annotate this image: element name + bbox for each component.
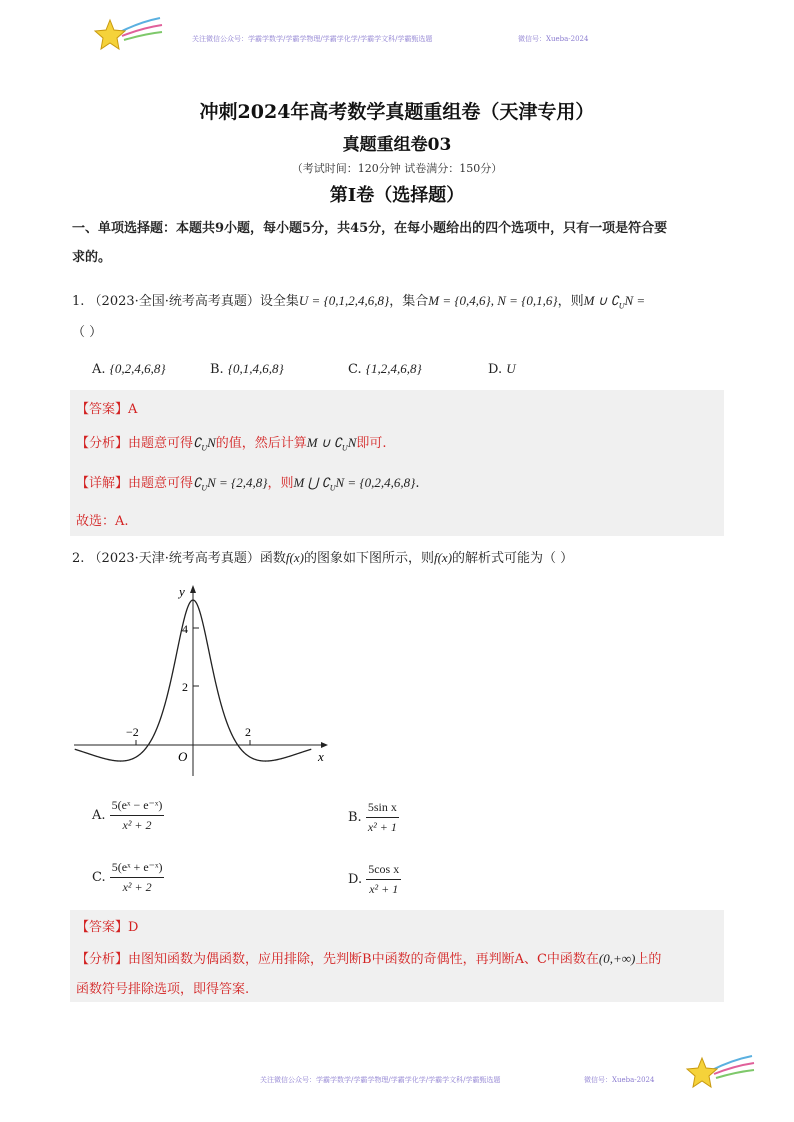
y-tick-label-2: 2 — [182, 680, 188, 694]
q1-answer-box — [70, 390, 724, 536]
q1-number: 1. — [72, 294, 85, 309]
q2-analysis-line1 — [76, 948, 661, 967]
q2-analysis-line2: 函数符号排除选项，即得答案. — [76, 982, 250, 997]
q2-option-d-fraction — [366, 862, 401, 897]
q1-detail-expr2: M ⋃ ∁ — [293, 475, 330, 490]
q1-stem-c: ，则 — [557, 294, 584, 309]
q2-option-b[interactable] — [348, 800, 399, 835]
instructions — [72, 214, 732, 272]
q2-option-a-num: 5(eˣ − e⁻ˣ) — [110, 798, 165, 816]
q2-option-c[interactable] — [92, 860, 164, 895]
q2-stem-b: 的图象如下图所示，则 — [303, 551, 434, 566]
q1-option-a-label: A. — [92, 362, 106, 377]
q2-option-c-num: 5(eˣ + e⁻ˣ) — [110, 860, 165, 878]
q2-option-c-den: x² + 2 — [122, 880, 152, 894]
x-tick-label-2: 2 — [245, 725, 251, 739]
q2-stem-a: 函数 — [259, 551, 286, 566]
x-axis — [74, 742, 328, 748]
origin-label: O — [178, 749, 188, 764]
q2-option-b-num: 5sin x — [366, 800, 399, 818]
q2-option-b-den: x² + 1 — [367, 820, 397, 834]
q1-option-c[interactable] — [348, 361, 422, 377]
q2-option-a-label: A. — [92, 808, 106, 823]
q1-analysis-tag: 【分析】 — [76, 436, 129, 451]
q2-source: （2023·天津·统考高考真题） — [88, 551, 260, 566]
q2-fx: f(x) — [285, 550, 304, 565]
q2-option-d[interactable] — [348, 862, 401, 897]
q1-detail-val: N = {2,4,8} — [207, 475, 268, 490]
y-axis — [190, 585, 196, 776]
q2-answer-box — [70, 910, 724, 1002]
q2-option-a-fraction — [110, 798, 165, 833]
q1-option-d-value: U — [506, 361, 516, 376]
q2-answer-tag: 【答案】 — [76, 920, 129, 935]
x-tick-label-neg2: −2 — [126, 725, 139, 739]
q1-answer-value: A — [128, 402, 138, 417]
q1-analysis-b: 的值，然后计算 — [215, 436, 307, 451]
q1-detail-val2: N = {0,2,4,6,8} — [335, 475, 416, 490]
q2-option-a-den: x² + 2 — [122, 818, 152, 832]
q1-analysis — [76, 432, 387, 453]
q1-analysis-n2: N — [347, 435, 357, 450]
q2-analysis-end: 上的 — [635, 952, 662, 967]
q1-analysis-expr2: M ∪ ∁ — [306, 435, 342, 450]
q1-detail-b: ，则 — [267, 476, 294, 491]
q1-detail-sub: U — [201, 483, 208, 493]
q1-option-d-label: D. — [488, 362, 503, 377]
function-graph — [72, 580, 336, 780]
x-axis-label: x — [318, 749, 324, 764]
q2-analysis-interval: (0,+∞) — [598, 951, 636, 966]
q2-answer — [76, 916, 138, 935]
q1-detail — [76, 472, 419, 493]
q1-set-u: U = {0,1,2,4,6,8} — [298, 293, 390, 308]
q1-expr-tail: N = — [624, 293, 646, 308]
q2-option-d-label: D. — [348, 872, 363, 887]
header-wechat: 微信号：Xueba-2024 — [518, 35, 589, 43]
q2-number: 2. — [72, 551, 85, 566]
q1-analysis-c: 即可. — [356, 436, 387, 451]
q2-option-c-fraction — [110, 860, 165, 895]
q1-answer-tag: 【答案】 — [76, 402, 129, 417]
q1-option-c-value: {1,2,4,6,8} — [365, 361, 422, 376]
q1-option-b-value: {0,1,4,6,8} — [227, 361, 284, 376]
q2-option-b-label: B. — [348, 810, 362, 825]
q1-option-a-value: {0,2,4,6,8} — [109, 361, 166, 376]
q1-detail-sub2: U — [329, 483, 336, 493]
q2-fx2: f(x) — [433, 550, 453, 565]
y-tick-label-4: 4 — [182, 622, 188, 636]
q2-stem-c: 的解析式可能为（ ） — [452, 551, 574, 566]
q1-detail-expr: ∁ — [193, 475, 202, 490]
q1-paren: （ ） — [72, 325, 103, 340]
section-title: 第I卷（选择题） — [329, 185, 465, 206]
q1-analysis-sub2: U — [341, 443, 348, 453]
q2-option-d-den: x² + 1 — [369, 882, 399, 896]
q2-option-b-fraction — [366, 800, 399, 835]
q1-stem-a: 设全集 — [259, 294, 299, 309]
q1-analysis-sub: U — [201, 443, 208, 453]
q1-detail-end: . — [415, 476, 420, 491]
q1-analysis-a: 由题意可得 — [128, 436, 194, 451]
q1-analysis-expr: ∁ — [193, 435, 202, 450]
sub-title: 真题重组卷03 — [342, 135, 452, 155]
q2-analysis-tag: 【分析】 — [76, 952, 129, 967]
question-2 — [72, 543, 732, 573]
q2-option-a[interactable] — [92, 798, 164, 833]
main-title: 冲刺2024年高考数学真题重组卷（天津专用） — [199, 101, 595, 123]
star-logo-top — [92, 14, 164, 58]
q1-option-d[interactable] — [488, 361, 516, 377]
q2-answer-value: D — [128, 920, 139, 935]
instructions-line1: 一、单项选择题：本题共9小题，每小题5分，共45分，在每小题给出的四个选项中，只有一项是符合要 — [72, 221, 668, 236]
q1-stem-b: ，集合 — [389, 294, 429, 309]
q2-option-c-label: C. — [92, 870, 106, 885]
q1-expr-sub: U — [618, 301, 625, 311]
q2-option-d-num: 5cos x — [366, 862, 401, 880]
q1-source: （2023·全国·统考高考真题） — [88, 294, 260, 309]
q1-detail-tag: 【详解】 — [76, 476, 129, 491]
q2-analysis-text: 由图知函数为偶函数，应用排除，先判断B中函数的奇偶性，再判断A、C中函数在 — [128, 952, 599, 967]
q1-option-a[interactable] — [92, 361, 166, 377]
q1-detail-a: 由题意可得 — [128, 476, 194, 491]
q1-option-b-label: B. — [210, 362, 224, 377]
star-logo-bottom — [684, 1052, 756, 1096]
question-1 — [72, 286, 732, 321]
q1-option-b[interactable] — [210, 361, 284, 377]
exam-info: （考试时间：120分钟 试卷满分：150分） — [291, 162, 503, 175]
footer-text: 关注微信公众号：学霸学数学/学霸学物理/学霸学化学/学霸学文科/学霸甄选题 — [260, 1076, 501, 1084]
y-axis-label: y — [179, 584, 185, 599]
q1-final: 故选：A. — [76, 514, 129, 529]
header-text: 关注微信公众号：学霸学数学/学霸学物理/学霸学化学/学霸学文科/学霸甄选题 — [192, 35, 433, 43]
q1-option-c-label: C. — [348, 362, 362, 377]
q1-analysis-n: N — [207, 435, 216, 450]
q1-answer — [76, 398, 137, 417]
footer-wechat: 微信号：Xueba-2024 — [584, 1076, 655, 1084]
q1-expr: M ∪ ∁ — [583, 293, 619, 308]
q1-set-mn: M = {0,4,6}, N = {0,1,6} — [428, 293, 558, 308]
instructions-line2: 求的。 — [72, 250, 112, 265]
